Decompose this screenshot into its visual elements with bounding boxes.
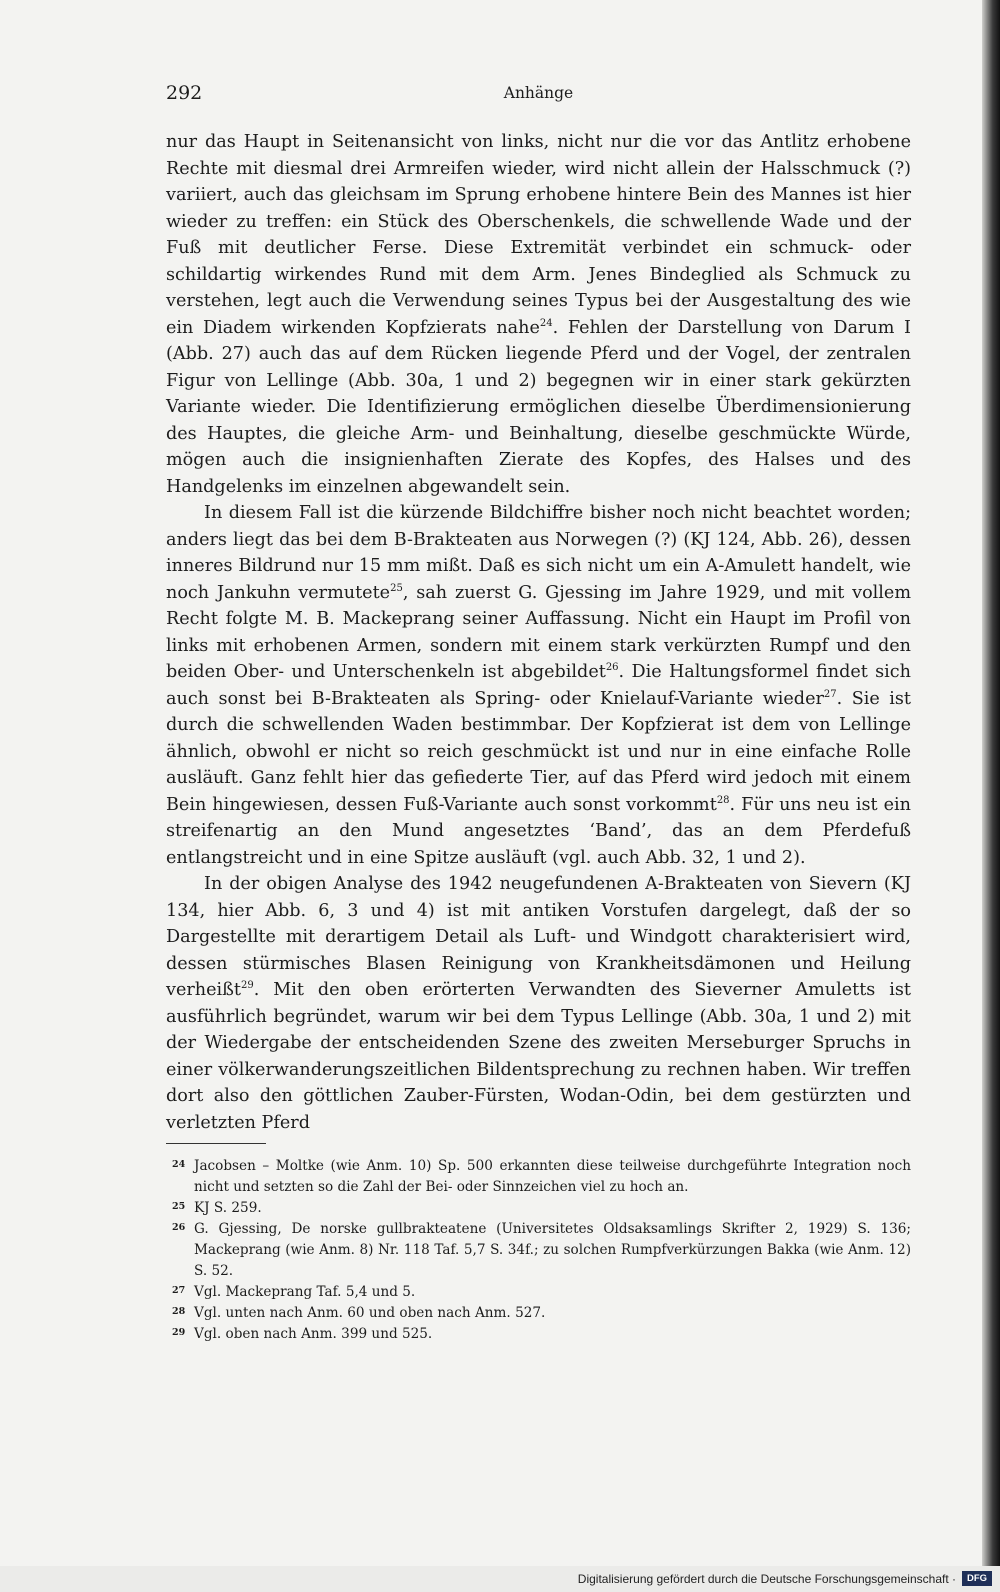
footnote-text: Vgl. Mackeprang Taf. 5,4 und 5. <box>194 1284 416 1300</box>
footnote-ref-27[interactable]: 27 <box>823 688 837 700</box>
paragraph-1: nur das Haupt in Seitenansicht von links, nicht nur die vor das Antlitz erhobene Rechte mit diesmal drei Armreifen wieder, wird nicht allein der Halsschmuck (?) variiert, auch das gleichsam im Sprung erhobene hintere Bein des Mannes ist hier wieder zu treffen: ein Stück des Oberschenkels, die schwellende Wade und der Fuß mit deutlicher Ferse. Diese Extremität verbindet ein schmuck- oder schildartig wirkendes Rund mit dem Arm. Jenes Bindeglied als Schmuck zu verstehen, legt auch die Verwendung seines Typus bei der Ausgestaltung des wie ein Diadem wirkenden Kopfzierats nahe$^{24}$. Fehlen der Darstellung von Darum I (Abb. 27) auch das auf dem Rücken liegende Pferd und der Vogel, der zentralen Figur von Lellinge (Abb. 30a, 1 und 2) begegnen wir in einer stark gekürzten Variante wieder. Die Identifizierung ermöglichen dieselbe Überdimensionierung des Hauptes, die gleiche Arm- und Beinhaltung, dieselbe geschmückte Würde, mögen auch die insignienhaften Zierate des Kopfes, des Halses und des Handgelenks im einzelnen abgewandelt sein. <box>166 132 912 497</box>
paragraph-2: In diesem Fall ist die kürzende Bildchiffre bisher noch nicht beachtet worden; anders liegt das bei dem B-Brakteaten aus Norwegen (?) (KJ 124, Abb. 26), dessen inneres Bildrund nur 15 mm mißt. Daß es sich nicht um ein A-Amulett handelt, wie noch Jankuhn vermutete$^{25}$, sah zuerst G. Gjessing im Jahre 1929, und mit vollem Recht folgte M. B. Mackeprang seiner Auffassung. Nicht ein Haupt im Profil von links mit erhobenen Armen, sondern mit einem stark verkürzten Rumpf und den beiden Ober- und Unterschenkeln ist abgebildet$^{26}$. Die Haltungsformel findet sich auch sonst bei B-Brakteaten als Spring- oder Knielauf-Variante wieder$^{27}$. Sie ist durch die schwellenden Waden bestimmbar. Der Kopfzierat ist dem von Lellinge ähnlich, obwohl er nicht so reich geschmückt ist und nur in eine einfache Rolle ausläuft. Ganz fehlt hier das gefiederte Tier, auf das Pferd wird jedoch mit einem Bein hingewiesen, dessen Fuß-Variante auch sonst vorkommt$^{28}$. Für uns neu ist ein streifenartig an den Mund angesetztes ‘Band’, das an dem Pferdefuß entlangstreicht und in eine Spitze ausläuft (vgl. auch Abb. 32, 1 und 2). <box>166 503 912 868</box>
footnote-number: 24 <box>172 1159 186 1170</box>
paragraph-3: In der obigen Analyse des 1942 neugefundenen A-Brakteaten von Sievern (KJ 134, hier Abb. 6, 3 und 4) ist mit antiken Vorstufen dargelegt, daß der so Dargestellte mit derartigem Detail als Luft- und Windgott charakterisiert wird, dessen stürmisches Blasen Reinigung von Krankheitsdämonen und Heilung verheißt$^{29}$. Mit den oben erörterten Verwandten des Sieverner Amuletts ist ausführlich begründet, warum wir bei dem Typus Lellinge (Abb. 30a, 1 und 2) mit der Wiedergabe der entscheidenden Szene des zweiten Merseburger Spruchs in einer völkerwanderungszeitlichen Bildentsprechung zu rechnen haben. Wir treffen dort also den göttlichen Zauber-Fürsten, Wodan-Odin, bei dem gestürzten und verletzten Pferd <box>166 874 911 1133</box>
footnote-number: 26 <box>172 1222 186 1233</box>
body-text <box>166 129 911 1136</box>
book-spine-shadow <box>982 0 1000 1566</box>
footnote-24 <box>166 1156 911 1198</box>
footnote-28 <box>166 1303 911 1324</box>
footnote-27 <box>166 1282 911 1303</box>
footnotes <box>166 1156 911 1345</box>
footnote-number: 25 <box>172 1201 186 1212</box>
footnote-number: 28 <box>172 1306 186 1317</box>
page-header <box>166 82 911 112</box>
footnote-number: 29 <box>172 1327 186 1338</box>
footnote-number: 27 <box>172 1285 186 1296</box>
footnote-29 <box>166 1324 911 1345</box>
page-number: 292 <box>166 82 203 104</box>
footnote-ref-25[interactable]: 25 <box>390 582 403 594</box>
digitization-footer <box>0 1566 1000 1592</box>
footnote-divider <box>166 1143 266 1144</box>
running-head: Anhänge <box>503 84 574 102</box>
funding-notice: Digitalisierung gefördert durch die Deutsche Forschungsgemeinschaft · <box>577 1572 956 1586</box>
footnote-text: Vgl. oben nach Anm. 399 und 525. <box>194 1326 433 1342</box>
footnote-25 <box>166 1198 911 1219</box>
footnote-ref-28[interactable]: 28 <box>716 794 730 806</box>
footnote-text: Jacobsen – Moltke (wie Anm. 10) Sp. 500 erkannten diese teilweise durchgeführte Integration noch nicht und setzten so die Zahl der Bei- oder Sinnzeichen viel zu hoch an. <box>194 1158 911 1195</box>
footnote-ref-29[interactable]: 29 <box>240 980 254 991</box>
footnote-ref-26[interactable]: 26 <box>605 662 619 673</box>
footnote-26 <box>166 1219 911 1282</box>
footnote-text: Vgl. unten nach Anm. 60 und oben nach Anm. 527. <box>194 1305 546 1321</box>
dfg-logo-icon[interactable]: DFG <box>962 1571 992 1586</box>
footnote-ref-24[interactable]: 24 <box>539 317 553 329</box>
footnote-text: G. Gjessing, De norske gullbrakteatene (Universitetes Oldsaksamlings Skrifter 2, 1929) S. 136; Mackeprang (wie Anm. 8) Nr. 118 Taf. 5,7 S. 34f.; zu solchen Rumpfverkürzungen Bakka (wie Anm. 12) S. 52. <box>194 1221 911 1279</box>
footnote-text: KJ S. 259. <box>194 1200 262 1216</box>
